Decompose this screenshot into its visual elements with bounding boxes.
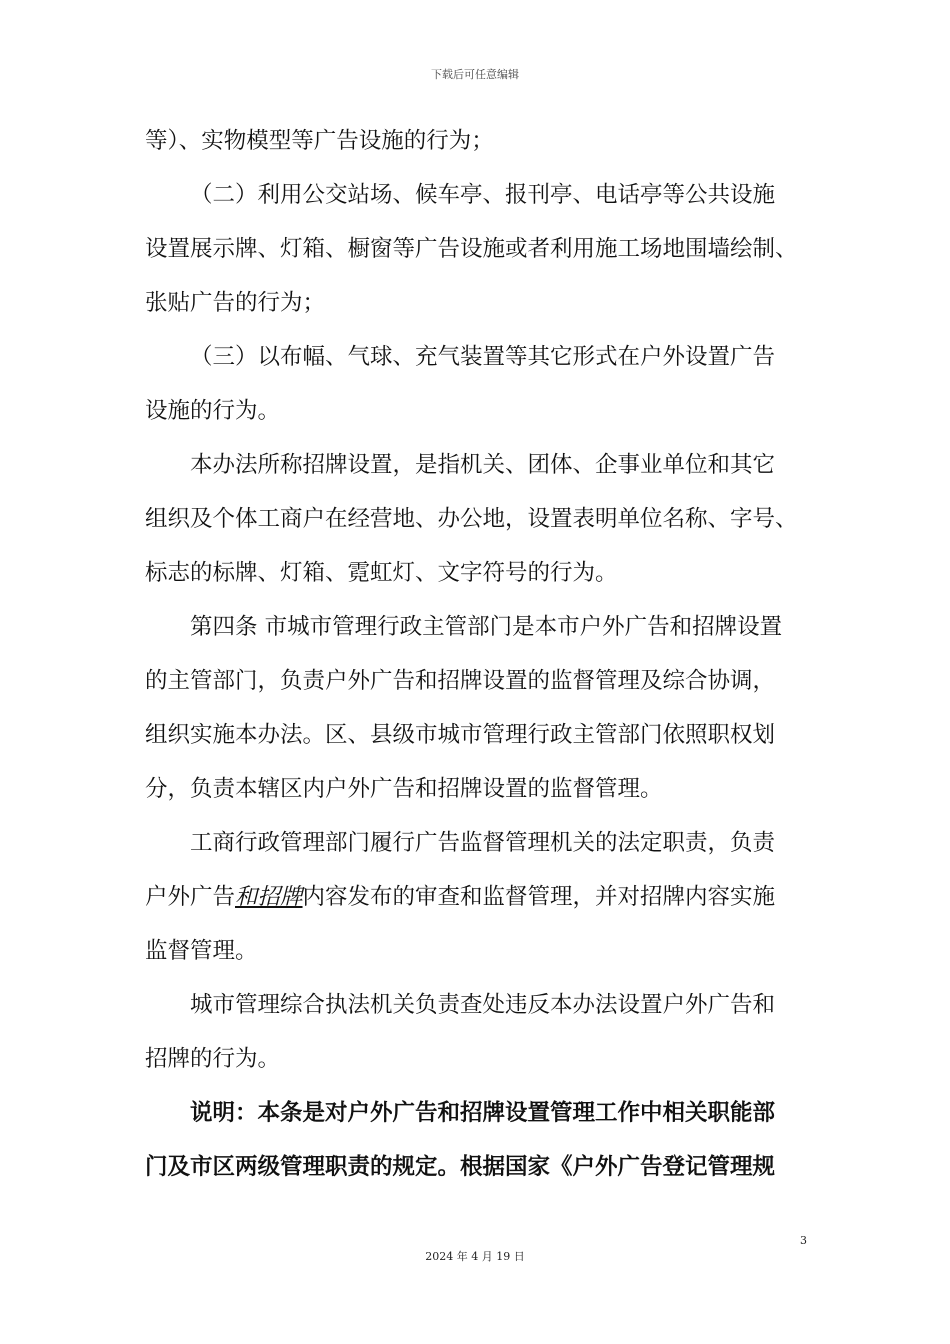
body-line: 工商行政管理部门履行广告监督管理机关的法定职责，负责 (190, 830, 776, 856)
body-line: 的主管部门，负责户外广告和招牌设置的监督管理及综合协调， (145, 668, 776, 694)
body-line: 本办法所称招牌设置，是指机关、团体、企事业单位和其它 (190, 452, 776, 478)
body-line: 组织及个体工商户在经营地、办公地，设置表明单位名称、字号、 (145, 506, 798, 532)
page-header: 下载后可任意编辑 (431, 68, 519, 81)
emphasized-text: 和招牌 (235, 884, 303, 910)
body-line: （三）以布幅、气球、充气装置等其它形式在户外设置广告 (190, 344, 776, 370)
body-line: 等）、实物模型等广告设施的行为； (145, 128, 494, 154)
body-line: 标志的标牌、灯箱、霓虹灯、文字符号的行为。 (145, 560, 618, 586)
body-line: 招牌的行为。 (145, 1046, 281, 1072)
page-number: 3 (800, 1234, 807, 1247)
body-line: 设施的行为。 (145, 398, 281, 424)
body-text: 内容发布的审查和监督管理，并对招牌内容实施 (302, 884, 776, 910)
body-line: 张贴广告的行为； (145, 290, 326, 316)
footer-date: 2024 年 4 月 19 日 (425, 1250, 525, 1263)
article-4-heading-line: 第四条 市城市管理行政主管部门是本市户外广告和招牌设置 (190, 614, 783, 640)
explanation-line: 说明：本条是对户外广告和招牌设置管理工作中相关职能部 (190, 1100, 776, 1126)
body-line: 监督管理。 (145, 938, 258, 964)
body-line: 分，负责本辖区内户外广告和招牌设置的监督管理。 (145, 776, 663, 802)
body-line: 组织实施本办法。区、县级市城市管理行政主管部门依照职权划 (145, 722, 776, 748)
body-line (145, 886, 775, 909)
body-line: 城市管理综合执法机关负责查处违反本办法设置户外广告和 (190, 992, 776, 1018)
body-line: （二）利用公交站场、候车亭、报刊亭、电话亭等公共设施 (190, 182, 776, 208)
explanation-line: 门及市区两级管理职责的规定。根据国家《户外广告登记管理规 (145, 1154, 776, 1180)
body-line: 设置展示牌、灯箱、橱窗等广告设施或者利用施工场地围墙绘制、 (145, 236, 798, 262)
body-text: 户外广告 (145, 884, 236, 910)
